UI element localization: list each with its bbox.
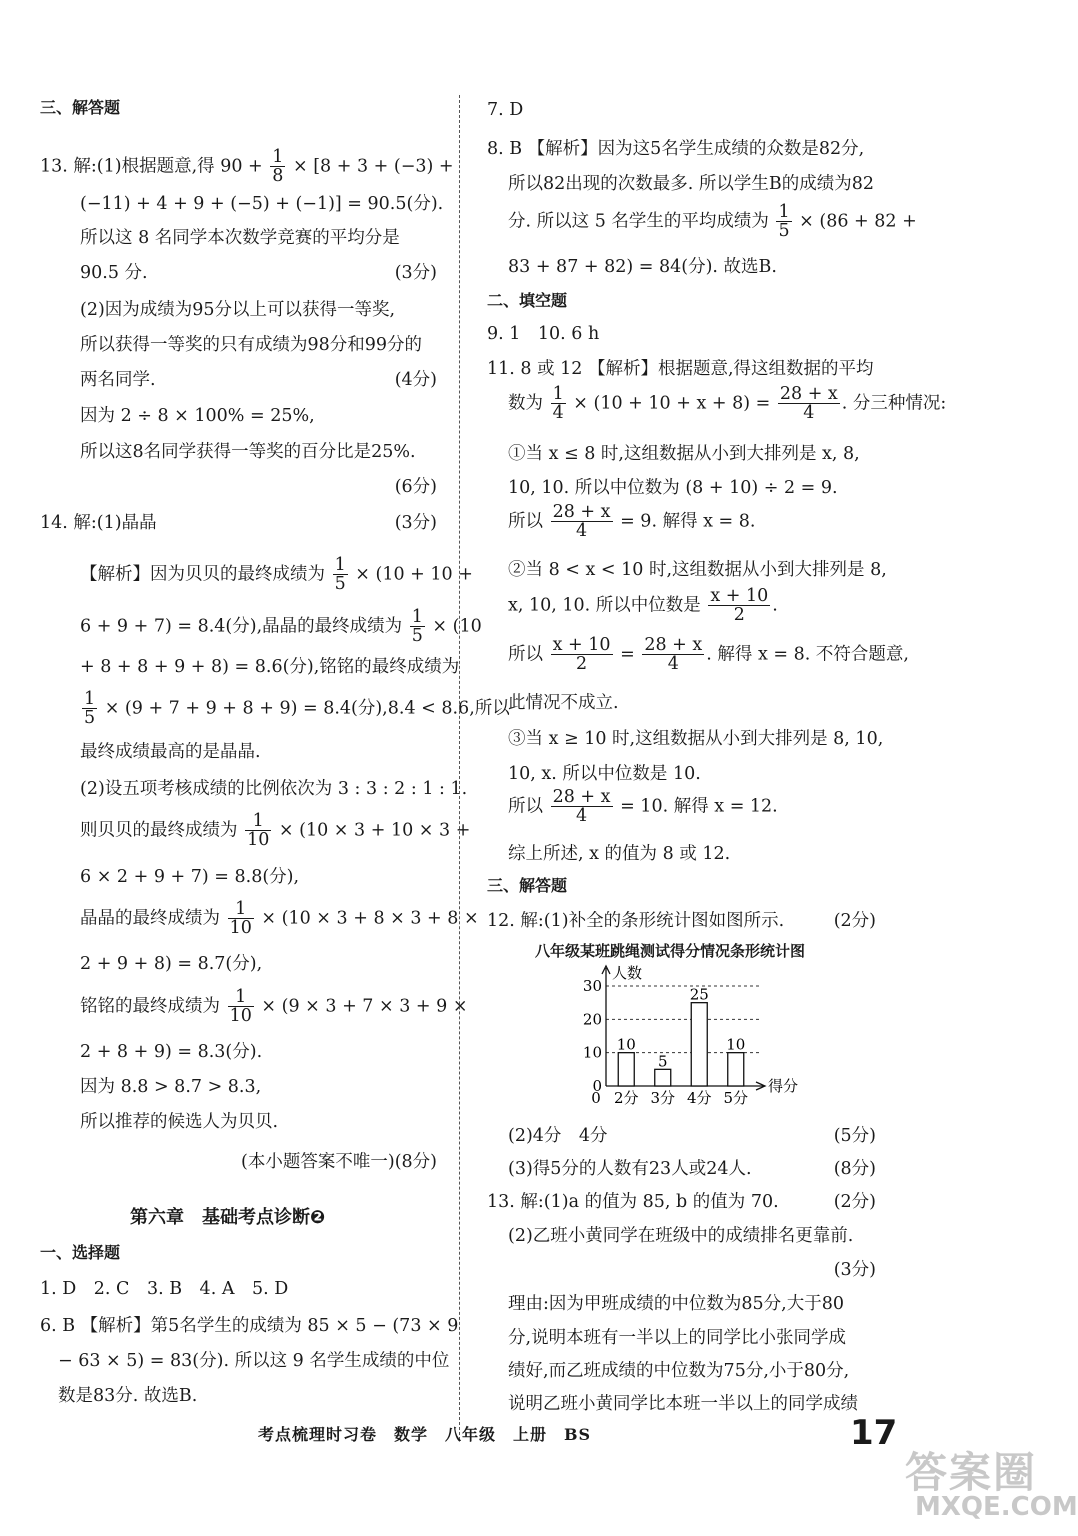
text-line-r20: 综上所述, x 的值为 8 或 12. [508,844,731,864]
text-line-r5: 83 + 87 + 82) = 84(分). 故选B. [508,257,777,277]
text-line-r12: 所以 $\frac{28 + x}{4}$ = 9. 解得 x = 8. [508,502,756,542]
score-mark-l27: (本小题答案不唯一)(8分) [241,1152,437,1172]
chart-title: 八年级某班跳绳测试得分情况条形统计图 [535,942,806,960]
text-line-l28: 第六章 基础考点诊断❷ [130,1207,326,1228]
text-line-l9: 因为 2 ÷ 8 × 100% = 25%, [80,406,315,426]
bar-2分 [618,1053,634,1086]
text-line-l15: + 8 + 8 + 9 + 8) = 8.6(分),铭铭的最终成绩为 [80,657,460,677]
bar-3分 [655,1069,671,1086]
score-mark-l5: (3分) [394,263,437,283]
text-line-r7: 9. 1 10. 6 h [487,324,600,344]
text-line-l13: 【解析】因为贝贝的最终成绩为 $\frac{1}{5}$ × (10 + 10 + [80,555,473,595]
text-line-l29: 一、选择题 [40,1243,121,1262]
text-line-l19: 则贝贝的最终成绩为 $\frac{1}{10}$ × (10 × 3 + 10 × 3 + [80,811,471,851]
x-tick-label-4分: 4分 [686,1089,712,1107]
score-mark-l8: (4分) [394,370,437,390]
score-mark-l11: (6分) [394,477,437,497]
bar-label-4分: 25 [689,985,709,1004]
text-line-r25: 13. 解:(1)a 的值为 85, b 的值为 70. [487,1192,779,1212]
bar-chart [570,960,810,1110]
origin-label: 0 [591,1089,601,1107]
text-line-l4: 所以这 8 名同学本次数学竞赛的平均分是 [80,228,400,248]
text-line-r4: 分. 所以这 5 名学生的平均成绩为 $\frac{1}{5}$ × (86 + 82 + [508,202,917,242]
watermark-logo [885,1440,1078,1530]
text-line-r14: x, 10, 10. 所以中位数是 $\frac{x + 10}{2}$ . [508,586,778,626]
score-mark-r24: (8分) [833,1159,876,1179]
text-line-l6: (2)因为成绩为95分以上可以获得一等奖, [80,300,396,320]
score-mark-r23: (5分) [833,1126,876,1146]
score-mark-l12: (3分) [394,513,437,533]
text-line-r22: 12. 解:(1)补全的条形统计图如图所示. [487,911,785,931]
text-line-l1: 三、解答题 [40,98,121,117]
text-line-r31: 说明乙班小黄同学比本班一半以上的同学成绩 [508,1394,858,1414]
text-line-l31: 6. B 【解析】第5名学生的成绩为 85 × 5 − (73 × 9 [40,1316,459,1336]
text-line-r21: 三、解答题 [487,876,568,895]
text-line-l16: $\frac{1}{5}$ × (9 + 7 + 9 + 8 + 9) = 8.4(分),8.4 < 8.6,所以 [84,689,510,729]
bar-5分 [728,1053,744,1086]
y-tick-label-0: 0 [592,1077,602,1095]
text-line-l33: 数是83分. 故选B. [58,1386,198,1406]
score-mark-r25: (2分) [833,1192,876,1212]
x-tick-label-3分: 3分 [650,1089,676,1107]
text-line-r1: 7. D [487,100,524,120]
page-number: 17 [850,1413,898,1453]
watermark-logo-text: 答案圈 [905,1448,1038,1497]
text-line-l7: 所以获得一等奖的只有成绩为98分和99分的 [80,335,423,355]
y-tick-label-10: 10 [582,1043,602,1062]
text-line-r11: 10, 10. 所以中位数为 (8 + 10) ÷ 2 = 9. [508,478,838,498]
text-line-r16: 此情况不成立. [508,693,619,713]
bar-4分 [691,1003,707,1086]
text-line-l30: 1. D 2. C 3. B 4. A 5. D [40,1279,289,1299]
text-line-r18: 10, x. 所以中位数是 10. [508,764,701,784]
text-line-l3: (−11) + 4 + 9 + (−5) + (−1)] = 90.5(分). [80,194,444,214]
score-mark-r22: (2分) [833,911,876,931]
text-line-l10: 所以这8名同学获得一等奖的百分比是25%. [80,442,416,462]
text-line-r19: 所以 $\frac{28 + x}{4}$ = 10. 解得 x = 12. [508,787,778,827]
text-line-r17: ③当 x ≥ 10 时,这组数据从小到大排列是 8, 10, [508,729,884,749]
text-line-r15: 所以 $\frac{x + 10}{2}$ = $\frac{28 + x}{4}$ . 解得 x = 8. 不符合题意, [508,635,909,675]
text-line-l25: 因为 8.8 > 8.7 > 8.3, [80,1077,262,1097]
text-line-l12: 14. 解:(1)晶晶 [40,513,157,533]
text-line-r8: 11. 8 或 12 【解析】根据题意,得这组数据的平均 [487,359,874,379]
text-line-r6: 二、填空题 [487,291,568,310]
text-line-l26: 所以推荐的候选人为贝贝. [80,1112,279,1132]
text-line-l18: (2)设五项考核成绩的比例依次为 3 : 3 : 2 : 1 : 1. [80,779,468,799]
x-axis-label: 得分 [768,1077,799,1095]
text-line-r13: ②当 8 < x < 10 时,这组数据从小到大排列是 8, [508,560,887,580]
text-line-l24: 2 + 8 + 9) = 8.3(分). [80,1042,263,1062]
footer-text: 考点梳理时习卷 数学 八年级 上册 BS [258,1425,592,1444]
x-tick-label-2分: 2分 [613,1089,639,1107]
text-line-r30: 绩好,而乙班成绩的中位数为75分,小于80分, [508,1361,850,1381]
text-line-l8: 两名同学. [80,370,156,390]
text-line-r24: (3)得5分的人数有23人或24人. [508,1159,752,1179]
column-divider [459,95,460,1440]
text-line-r23: (2)4分 4分 [508,1126,608,1146]
text-line-l17: 最终成绩最高的是晶晶. [80,742,261,762]
watermark-url: MXQE.COM [915,1492,1078,1522]
score-mark-r27: (3分) [833,1260,876,1280]
text-line-l20: 6 × 2 + 9 + 7) = 8.8(分), [80,867,300,887]
bar-label-5分: 10 [726,1035,746,1054]
bar-label-2分: 10 [616,1035,636,1054]
text-line-r2: 8. B 【解析】因为这5名学生成绩的众数是82分, [487,139,865,159]
x-tick-label-5分: 5分 [723,1089,749,1107]
bar-label-3分: 5 [657,1052,668,1071]
text-line-l23: 铭铭的最终成绩为 $\frac{1}{10}$ × (9 × 3 + 7 × 3 + 9 × [80,987,468,1027]
y-tick-label-20: 20 [582,1010,602,1029]
text-line-r26: (2)乙班小黄同学在班级中的成绩排名更靠前. [508,1226,854,1246]
text-line-r9: 数为 $\frac{1}{4}$ × (10 + 10 + x + 8) = $\frac{28 + x}{4}$ . 分三种情况: [508,384,947,424]
y-axis-label: 人数 [612,964,643,982]
text-line-r10: ①当 x ≤ 8 时,这组数据从小到大排列是 x, 8, [508,444,860,464]
text-line-r29: 分,说明本班有一半以上的同学比小张同学成 [508,1328,847,1348]
text-line-l21: 晶晶的最终成绩为 $\frac{1}{10}$ × (10 × 3 + 8 × 3 + 8 × [80,899,479,939]
text-line-l5: 90.5 分. [80,263,148,283]
text-line-r3: 所以82出现的次数最多. 所以学生B的成绩为82 [508,174,875,194]
text-line-r28: 理由:因为甲班成绩的中位数为85分,大于80 [508,1294,844,1314]
y-tick-label-30: 30 [582,977,602,995]
text-line-l22: 2 + 9 + 8) = 8.7(分), [80,954,263,974]
text-line-l14: 6 + 9 + 7) = 8.4(分),晶晶的最终成绩为 $\frac{1}{5}$ × (10 [80,607,482,647]
text-line-l32: − 63 × 5) = 83(分). 所以这 9 名学生成绩的中位 [58,1351,450,1371]
text-line-l2: 13. 解:(1)根据题意,得 90 + $\frac{1}{8}$ × [8 + 3 + (−3) + [40,147,454,187]
